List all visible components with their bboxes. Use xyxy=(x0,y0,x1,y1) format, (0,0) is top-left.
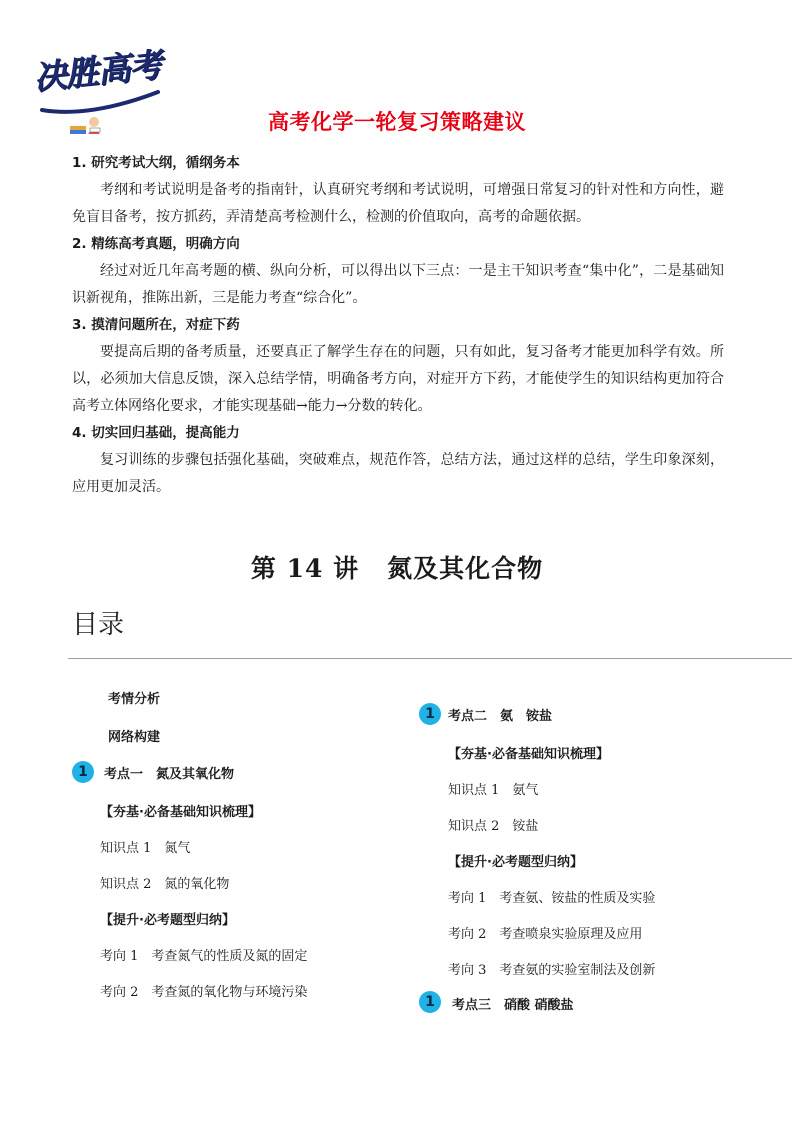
point-badge-icon: 1 xyxy=(419,703,441,725)
toc-subheading-raise[interactable]: 【提升·必考题型归纳】 xyxy=(448,855,583,870)
toc-link-knowledge-1[interactable]: 知识点 1 氨气 xyxy=(448,783,539,798)
lecture-topic: 氮及其化合物 xyxy=(387,554,544,583)
section-heading: 4. 切实回归基础，提高能力 xyxy=(72,425,240,441)
section-body: 考纲和考试说明是备考的指南针，认真研究考纲和考试说明，可增强日常复习的针对性和方向性，避免盲目备考，按方抓药，弄清楚高考检测什么，检测的价值取向，高考的命题依据。 xyxy=(72,182,724,225)
toc-subheading-base[interactable]: 【夯基·必备基础知识梳理】 xyxy=(448,747,609,762)
section-2 xyxy=(72,231,724,312)
toc-link-analysis[interactable]: 考情分析 xyxy=(108,692,161,707)
toc-link-direction-3[interactable]: 考向 3 考查氨的实验室制法及创新 xyxy=(448,963,656,978)
toc-link-knowledge-1[interactable]: 知识点 1 氮气 xyxy=(100,841,191,856)
toc-link-point-3[interactable]: 考点三 硝酸 硝酸盐 xyxy=(452,998,574,1013)
toc-link-point-1[interactable]: 考点一 氮及其氧化物 xyxy=(104,767,235,782)
section-body: 要提高后期的备考质量，还要真正了解学生存在的问题，只有如此，复习备考才能更加科学有效。所以，必须加大信息反馈，深入总结学情，明确备考方向，对症开方下药，才能使学生的知识结构更加符合高考立体网络化要求，才能实现基础→能力→分数的转化。 xyxy=(72,344,724,414)
toc-link-knowledge-2[interactable]: 知识点 2 铵盐 xyxy=(448,819,539,834)
toc-subheading-raise[interactable]: 【提升·必考题型归纳】 xyxy=(100,913,235,928)
toc-link-knowledge-2[interactable]: 知识点 2 氮的氧化物 xyxy=(100,877,230,892)
divider xyxy=(68,658,792,659)
page-header-title: 高考化学一轮复习策略建议 xyxy=(268,110,526,134)
section-heading: 3. 摸清问题所在，对症下药 xyxy=(72,317,240,333)
toc-link-direction-1[interactable]: 考向 1 考查氮气的性质及氮的固定 xyxy=(100,949,308,964)
section-body: 经过对近几年高考题的横、纵向分析，可以得出以下三点：一是主干知识考查“集中化”，二是基础知识新视角，推陈出新，三是能力考查“综合化”。 xyxy=(72,263,724,306)
section-3 xyxy=(72,312,724,420)
point-badge-icon: 1 xyxy=(419,991,441,1013)
lecture-number: 第 14 讲 xyxy=(250,554,360,583)
section-heading: 1. 研究考试大纲，循纲务本 xyxy=(72,155,240,171)
toc-link-point-2[interactable]: 考点二 氨 铵盐 xyxy=(448,709,553,724)
point-badge-icon: 1 xyxy=(72,761,94,783)
toc-heading: 目录 xyxy=(72,610,125,640)
toc-link-direction-1[interactable]: 考向 1 考查氨、铵盐的性质及实验 xyxy=(448,891,656,906)
toc-link-direction-2[interactable]: 考向 2 考查氮的氧化物与环境污染 xyxy=(100,985,308,1000)
logo-text: 决胜高考 xyxy=(31,44,164,98)
toc-link-direction-2[interactable]: 考向 2 考查喷泉实验原理及应用 xyxy=(448,927,643,942)
section-heading: 2. 精练高考真题，明确方向 xyxy=(72,236,240,252)
toc-subheading-base[interactable]: 【夯基·必备基础知识梳理】 xyxy=(100,805,261,820)
section-1 xyxy=(72,150,724,231)
toc-link-network[interactable]: 网络构建 xyxy=(108,730,161,745)
lecture-title xyxy=(0,549,794,585)
section-body: 复习训练的步骤包括强化基础，突破难点，规范作答，总结方法，通过这样的总结，学生印象深刻，应用更加灵活。 xyxy=(72,452,724,495)
strategy-section xyxy=(72,150,724,501)
section-4 xyxy=(72,420,724,501)
